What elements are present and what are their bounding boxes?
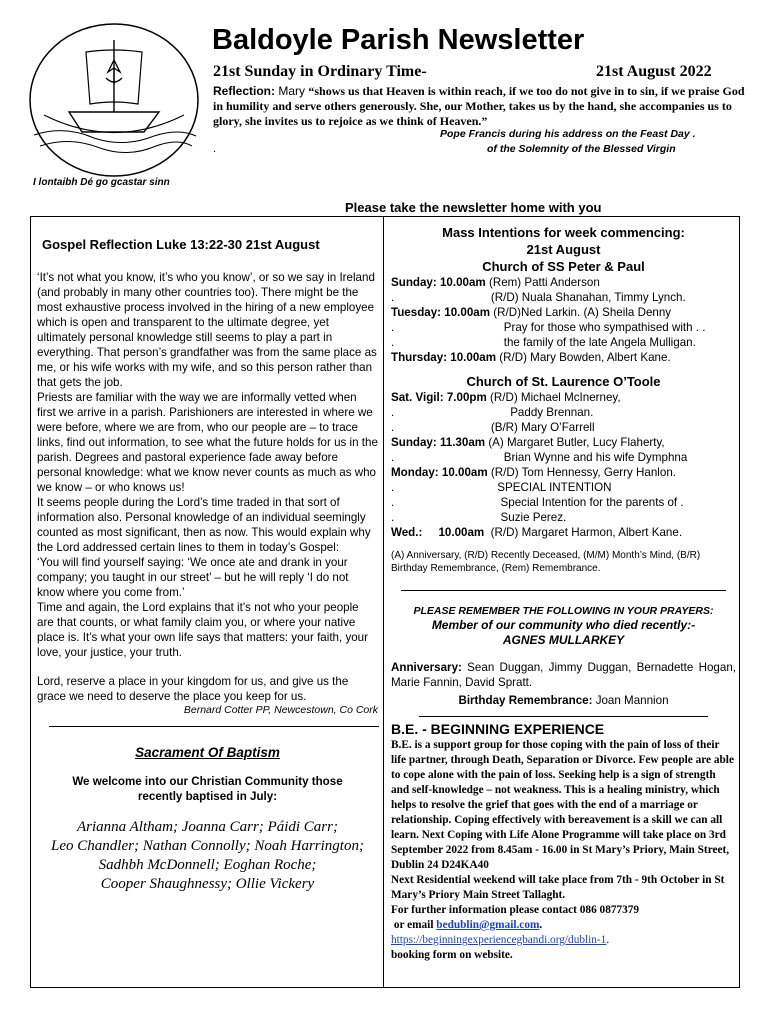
gospel-reflection <box>37 270 378 660</box>
mass-time: . <box>391 421 395 434</box>
mass-intention-row <box>391 320 736 335</box>
mass-time: . <box>391 496 395 509</box>
gospel-paragraph: It seems people during the Lord’s time traded in that sort of information also. Personal knowledge of an individual seemingly counted as most significant, then as now. This would explain why the Lord addressed certain lines to them in today’s Gospel: <box>37 496 371 554</box>
mass-intention: Special Intention for the parents of . <box>394 496 684 509</box>
mass-time: . <box>391 321 395 334</box>
baptism-names-line: Arianna Altham; Joanna Carr; Páidi Carr; <box>77 819 338 835</box>
mass-intention: (R/D)Ned Larkin. (A) Sheila Denny <box>490 306 672 319</box>
mass-time: . <box>391 406 395 419</box>
mass-intention-row <box>391 290 736 305</box>
be-url-suffix: . <box>606 934 610 946</box>
be-email-line <box>391 918 736 933</box>
mass-intention: (R/D) Margaret Harmon, Albert Kane. <box>484 526 683 539</box>
column-divider <box>383 216 384 988</box>
be-email-link[interactable]: bedublin@gmail.com <box>436 919 540 931</box>
parish-logo <box>24 20 204 180</box>
mass-week-date: 21st August <box>526 242 601 257</box>
right-column <box>391 224 736 963</box>
mass-time: . <box>391 511 395 524</box>
gospel-paragraph: Time and again, the Lord explains that it’s not who your people are that counts, or what family claim you, or where your native place is. It’s what your own life says that matters: your faith, your love, your justice, your truth. <box>37 601 368 659</box>
take-home-notice: Please take the newsletter home with you <box>345 200 602 215</box>
liturgical-sunday: 21st Sunday in Ordinary Time- <box>213 63 427 80</box>
mass-intention-row <box>391 275 736 290</box>
mass-intention: Paddy Brennan. <box>394 406 594 419</box>
anniversary-label: Anniversary: <box>391 661 462 674</box>
mass-intention-row <box>391 510 736 525</box>
be-email-suffix: . <box>539 919 543 931</box>
mass-time: Sunday: 11.30am <box>391 436 486 449</box>
baptism-heading: Sacrament Of Baptism <box>135 745 280 760</box>
be-booking: booking form on website. <box>391 949 513 961</box>
mass-intention: (R/D) Michael McInerney, <box>486 391 621 404</box>
quote-source-1: Pope Francis during his address on the Feast Day . <box>440 128 696 140</box>
anniversary-names: Sean Duggan, Jimmy Duggan, Bernadette Hogan, Marie Fannin, David Spratt. <box>391 661 736 689</box>
mass-time: Sat. Vigil: 7.00pm <box>391 391 487 404</box>
mass-intention: (A) Margaret Butler, Lucy Flaherty, <box>485 436 665 449</box>
church-st-laurence-intentions <box>391 390 736 540</box>
mass-intention: (B/R) Mary O’Farrell <box>394 421 595 434</box>
mass-intention-row <box>391 495 736 510</box>
parish-motto: I lontaibh Dé go gcastar sinn <box>33 177 170 188</box>
gospel-paragraph: ‘You will find yourself saying: ‘We once ate and drank in your company; you taught in our street’ – but he will reply ‘I do not know where you come from.’ <box>37 556 349 599</box>
mass-time: . <box>391 451 395 464</box>
mass-time: Tuesday: 10.00am <box>391 306 491 319</box>
gospel-author: Bernard Cotter PP, Newcestown, Co Cork <box>183 704 378 716</box>
be-description: B.E. is a support group for those coping with the pain of loss of their life partner, through Death, Separation or Divorce. Few people are able to cope alone with the pain of loss. Seeking help is a sign of strength and self-knowledge – not weakness. This is a healing ministry, which helps to resolve the grief that goes with the end of a marriage or relationship. Coping effectively with bereavement is a skill we can all learn. Next Coping with Life Alone Programme will take place on 3rd September 2022 from 8.45am - 16.00 in St Mary’s Priory, Main Street, Dublin 24 D24KA40 <box>391 739 734 871</box>
newsletter-date: 21st August 2022 <box>596 63 712 80</box>
gospel-paragraph: Priests are familiar with the way we are informally vetted when first we arrive in a parish. Parishioners are interested in where we were before, where we are from, who our people are – to trace links, find out information, to see what the future holds for us in the parish. Degrees and pastoral experience fade away before personal knowledge: what we know never counts as much as who we know – or who knows us! <box>37 391 378 494</box>
mass-intention: the family of the late Angela Mulligan. <box>394 336 696 349</box>
mass-intention-row <box>391 405 736 420</box>
birthday-remembrance <box>391 693 736 708</box>
mass-intention: (R/D) Mary Bowden, Albert Kane. <box>496 351 671 364</box>
mass-intention-row <box>391 305 736 320</box>
anniversary-list <box>391 660 736 690</box>
mass-intention: Pray for those who sympathised with . . <box>394 321 706 334</box>
mass-intention: SPECIAL INTENTION <box>394 481 612 494</box>
quote-source-2: of the Solemnity of the Blessed Virgin <box>487 143 676 155</box>
mass-legend: (A) Anniversary, (R/D) Recently Deceased, (M/M) Month’s Mind, (B/R) Birthday Remembrance, (Rem) Remembrance. <box>391 550 701 574</box>
baptism-welcome: We welcome into our Christian Community those recently baptised in July: <box>72 775 343 803</box>
church-peter-paul-heading: Church of SS Peter & Paul <box>482 259 645 274</box>
birthday-names: Joan Mannion <box>592 694 669 707</box>
newsletter-title: Baldoyle Parish Newsletter <box>212 24 585 56</box>
reflection-text: “shows us that Heaven is within reach, if we too do not give in to sin, if we praise God in humility and serve others generously. She, our Mother, takes us by the hand, she accompanies us to glory, she invites us to rejoice as we think of Heaven.” <box>213 84 745 128</box>
mass-time: . <box>391 481 395 494</box>
left-column <box>37 237 378 894</box>
mass-intention: Brian Wynne and his wife Dymphna <box>394 451 688 464</box>
mass-intention: Suzie Perez. <box>394 511 567 524</box>
mass-intention: (Rem) Patti Anderson <box>485 276 600 289</box>
be-website-link[interactable]: https://beginningexperiencegbandi.org/dublin-1 <box>391 934 607 946</box>
quote-dot: . <box>213 143 217 155</box>
mass-time: Monday: 10.00am <box>391 466 488 479</box>
be-email-prefix: or email <box>391 919 437 931</box>
be-heading: B.E. - BEGINNING EXPERIENCE <box>391 721 605 737</box>
mass-time: Sunday: 10.00am <box>391 276 486 289</box>
church-peter-paul-intentions <box>391 275 736 365</box>
mass-intention: (R/D) Nuala Shanahan, Timmy Lynch. <box>394 291 686 304</box>
mass-intentions-heading: Mass Intentions for week commencing: <box>442 225 685 240</box>
baptism-names <box>37 818 378 894</box>
gospel-paragraph: ‘It’s not what you know, it’s who you know’, or so we say in Ireland (and probably in many other countries too). There might be the most exhaustive process involved in the hiring of a new employee which is open and transparent to the ultimate degree, yet ultimately personal knowledge still seems to play a part in everything. That person’s grandfather was from the same place as me, or his wife works with my wife, and so this person rather than that gets the job. <box>37 271 377 389</box>
mass-intention-row <box>391 435 736 450</box>
be-contact: For further information please contact 086 0877379 <box>391 904 640 916</box>
mass-intention-row <box>391 390 736 405</box>
mass-intention-row <box>391 350 736 365</box>
mass-time: . <box>391 291 395 304</box>
church-st-laurence-heading: Church of St. Laurence O’Toole <box>466 374 661 389</box>
gospel-heading: Gospel Reflection Luke 13:22-30 21st August <box>42 237 320 252</box>
birthday-label: Birthday Remembrance: <box>458 694 593 707</box>
baptism-names-line: Leo Chandler; Nathan Connolly; Noah Harrington; <box>51 838 364 854</box>
mass-intention-row <box>391 525 736 540</box>
baptism-names-line: Sadhbh McDonnell; Eoghan Roche; <box>98 857 317 873</box>
deceased-member-name: AGNES MULLARKEY <box>502 633 625 647</box>
reflection-block <box>213 84 753 129</box>
mass-intention-row <box>391 335 736 350</box>
gospel-closing-prayer: Lord, reserve a place in your kingdom for us, and give us the grace we need to deserve the place you keep for us. <box>37 675 349 703</box>
prayers-heading: PLEASE REMEMBER THE FOLLOWING IN YOUR PRAYERS: <box>413 605 714 617</box>
mass-intention: (R/D) Tom Hennessy, Gerry Hanlon. <box>487 466 677 479</box>
mass-intention-row <box>391 480 736 495</box>
baptism-names-line: Cooper Shaughnessy; Ollie Vickery <box>100 876 315 892</box>
reflection-label: Reflection: <box>213 84 276 98</box>
be-url-line <box>391 933 736 948</box>
mass-time: Thursday: 10.00am <box>391 351 497 364</box>
mass-intention-row <box>391 420 736 435</box>
reflection-intro: Mary <box>278 84 306 98</box>
be-residential: Next Residential weekend will take place from 7th - 9th October in St Mary’s Priory Main Street Tallaght. <box>391 874 725 901</box>
deceased-member-line: Member of our community who died recently:- <box>431 618 696 632</box>
mass-intention-row <box>391 450 736 465</box>
mass-intention-row <box>391 465 736 480</box>
mass-time: . <box>391 336 395 349</box>
mass-time: Wed.: 10.00am <box>391 526 485 539</box>
